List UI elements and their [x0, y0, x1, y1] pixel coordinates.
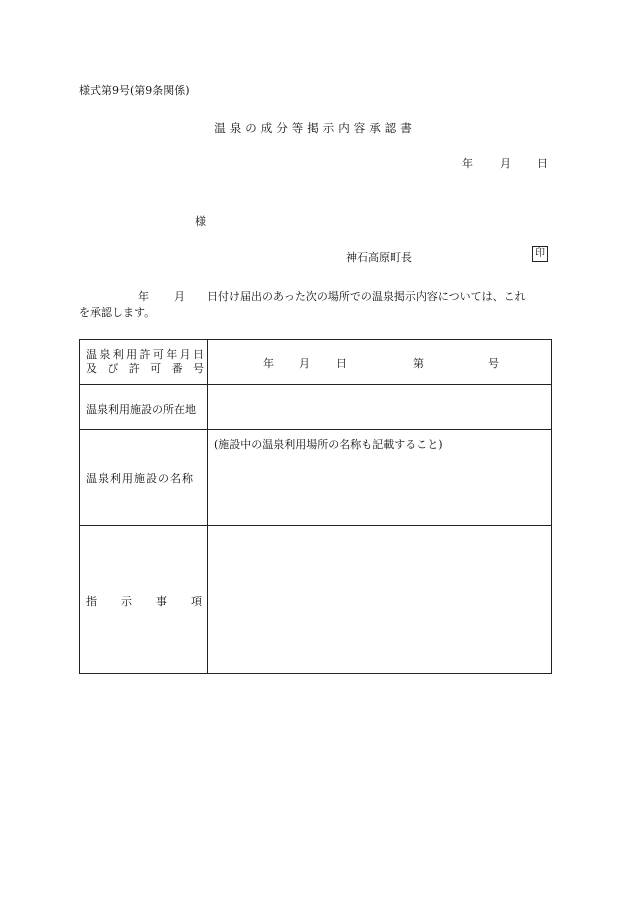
seal-mark: 印 — [532, 246, 548, 262]
label-char: 及 — [86, 362, 97, 375]
issuer-name: 神石高原町長 — [346, 251, 412, 264]
permit-number-prefix: 第 — [413, 357, 424, 370]
facility-name-note: (施設中の温泉利用場所の名称も記載すること) — [214, 438, 443, 451]
label-char: 日 — [193, 348, 204, 361]
body-year: 年 — [138, 290, 149, 303]
label-char: 示 — [121, 595, 132, 608]
instructions-value-cell[interactable] — [208, 526, 551, 673]
facility-name-value-cell[interactable] — [208, 430, 551, 525]
label-char: 年 — [166, 348, 178, 361]
instructions-label-cell — [80, 526, 208, 673]
document-title: 温泉の成分等掲示内容承認書 — [214, 121, 416, 135]
body-line-1 — [0, 288, 630, 304]
label-char: 泉 — [99, 348, 111, 361]
permit-date-label-line1 — [86, 348, 204, 362]
facility-name-label: 温泉利用施設の名称 — [86, 472, 194, 485]
table-row-instructions — [80, 526, 551, 673]
label-char: び — [107, 362, 119, 375]
label-char: 月 — [179, 348, 191, 361]
form-number: 様式第9号(第9条関係) — [79, 84, 190, 97]
addressee-suffix: 様 — [195, 215, 206, 228]
label-char: 可 — [150, 362, 162, 375]
body-month: 月 — [174, 290, 185, 303]
table-row-facility-name — [80, 430, 551, 526]
approval-form-table — [79, 339, 552, 674]
label-char: 事 — [156, 595, 167, 608]
permit-month: 月 — [299, 357, 310, 370]
permit-day: 日 — [336, 357, 347, 370]
permit-year: 年 — [263, 357, 274, 370]
table-row-permit-date — [80, 340, 551, 385]
body-text-1: 日付け届出のあった次の場所での温泉掲示内容については、これ — [207, 290, 526, 303]
label-char: 項 — [191, 595, 202, 608]
table-row-facility-address — [80, 385, 551, 430]
permit-date-label-cell — [80, 340, 208, 384]
label-char: 可 — [152, 348, 164, 361]
issue-date-year: 年 — [462, 157, 473, 170]
label-char: 許 — [128, 362, 140, 375]
instructions-label — [86, 593, 202, 609]
permit-date-value-cell[interactable] — [208, 340, 551, 384]
facility-name-label-cell — [80, 430, 208, 525]
issue-date-day: 日 — [537, 157, 548, 170]
issue-date-line — [0, 155, 630, 171]
facility-address-value-cell[interactable] — [208, 385, 551, 429]
label-char: 号 — [192, 362, 204, 375]
label-char: 温 — [86, 348, 97, 361]
label-char: 利 — [112, 348, 124, 361]
label-char: 用 — [126, 348, 138, 361]
label-char: 指 — [86, 595, 97, 608]
permit-date-label-line2 — [86, 362, 204, 376]
body-line-2: を承認します。 — [79, 306, 156, 319]
label-char: 番 — [171, 362, 183, 375]
permit-date-label — [86, 348, 204, 376]
permit-number-suffix: 号 — [488, 357, 499, 370]
label-char: 許 — [139, 348, 151, 361]
facility-address-label: 温泉利用施設の所在地 — [86, 403, 196, 416]
facility-address-label-cell — [80, 385, 208, 429]
issue-date-month: 月 — [500, 157, 511, 170]
